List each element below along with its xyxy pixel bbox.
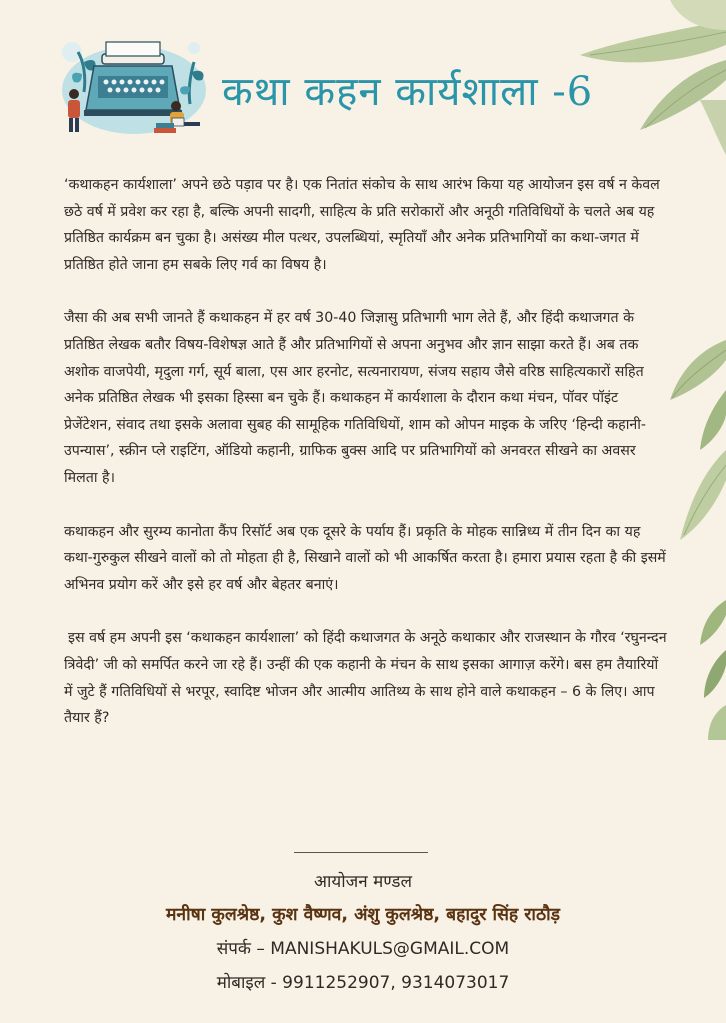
footer — [0, 866, 726, 1000]
contact-mobile: मोबाइल - 9911252907, 9314073017 — [216, 973, 510, 993]
paragraph: कथाकहन और सुरम्य कानोता कैंप रिसॉर्ट अब एक दूसरे के पर्याय हैं। प्रकृति के मोहक सान्निध्य में तीन दिन का यह कथा-गुरुकुल सीखने वालों को तो मोहता ही है, सिखाने वालों को भी आकर्षित करता है। हमारा प्रयास रहता है की इसमें अभिनव प्रयोग करें और इसे हर वर्ष और बेहतर बनाएं। — [64, 523, 666, 593]
organizer-names: मनीषा कुलश्रेष्ठ, कुश वैष्णव, अंशु कुलश्रेष्ठ, बहादुर सिंह राठौड़ — [165, 905, 561, 925]
body-text — [64, 172, 670, 759]
footer-divider — [294, 852, 428, 853]
contact-email: संपर्क – MANISHAKULS@GMAIL.COM — [216, 939, 510, 959]
paragraph: इस वर्ष हम अपनी इस ‘कथाकहन कार्यशाला’ को हिंदी कथाजगत के अनूठे कथाकार और राजस्थान के गौरव ‘रघुनन्दन त्रिवेदी’ जी को समर्पित करने जा रहे हैं। उन्हीं की एक कहानी के मंचन के साथ इसका आगाज़ करेंगे। बस हम तैयारियों में जुटे हैं गतिविधियों से भरपूर, स्वादिष्ट भोजन और आत्मीय आतिथ्य के साथ होने वाले कथाकहन – 6 के लिए। आप तैयार हैं? — [64, 630, 667, 727]
organizer-label: आयोजन मण्डल — [314, 872, 412, 892]
typewriter-writers-illustration-icon — [54, 32, 214, 140]
paragraph: जैसा की अब सभी जानते हैं कथाकहन में हर वर्ष 30-40 जिज्ञासु प्रतिभागी भाग लेते हैं, और हिंदी कथाजगत के प्रतिष्ठित लेखक बतौर विषय-विशेषज्ञ आते हैं और प्रतिभागियों से अपना अनुभव और ज्ञान साझा करते हैं। अब तक अशोक वाजपेयी, मृदुला गर्ग, सूर्य बाला, एस आर हरनोट, सत्यनारायण, संजय सहाय जैसे वरिष्ठ साहित्यकारों सहित अनेक प्रतिष्ठित लेखक भी इसका हिस्सा बन चुके हैं। कथाकहन में कार्यशाला के दौरान कथा मंचन, पॉवर पॉइंट प्रेजेंटेशन, संवाद तथा इसके अलावा सुबह की सामूहिक गतिविधियों, शाम को ओपन माइक के जरिए ‘हिन्दी कहानी-उपन्यास’, स्क्रीन प्ले राइटिंग, ऑडियो कहानी, ग्राफिक बुक्स आदि पर प्रतिभागियों को अनवरत सीखने का अवसर मिलता है। — [64, 310, 647, 486]
leaf-decoration-bottom-right-icon — [690, 600, 726, 740]
header — [54, 32, 614, 142]
page-title: कथा कहन कार्यशाला -6 — [222, 69, 594, 115]
paragraph: ‘कथाकहन कार्यशाला’ अपने छठे पड़ाव पर है। एक नितांत संकोच के साथ आरंभ किया यह आयोजन इस वर्ष न केवल छठे वर्ष में प्रवेश कर रहा है, बल्कि अपनी सादगी, साहित्य के प्रति सरोकारों और अनूठी गतिविधियों के चलते अब यह प्रतिष्ठित कार्यक्रम बन चुका है। असंख्य मील पत्थर, उपलब्धियां, स्मृतियाँ और अनेक प्रतिभागियों का कथा-जगत में प्रतिष्ठित होते जाना हम सबके लिए गर्व का विषय है। — [64, 177, 660, 273]
